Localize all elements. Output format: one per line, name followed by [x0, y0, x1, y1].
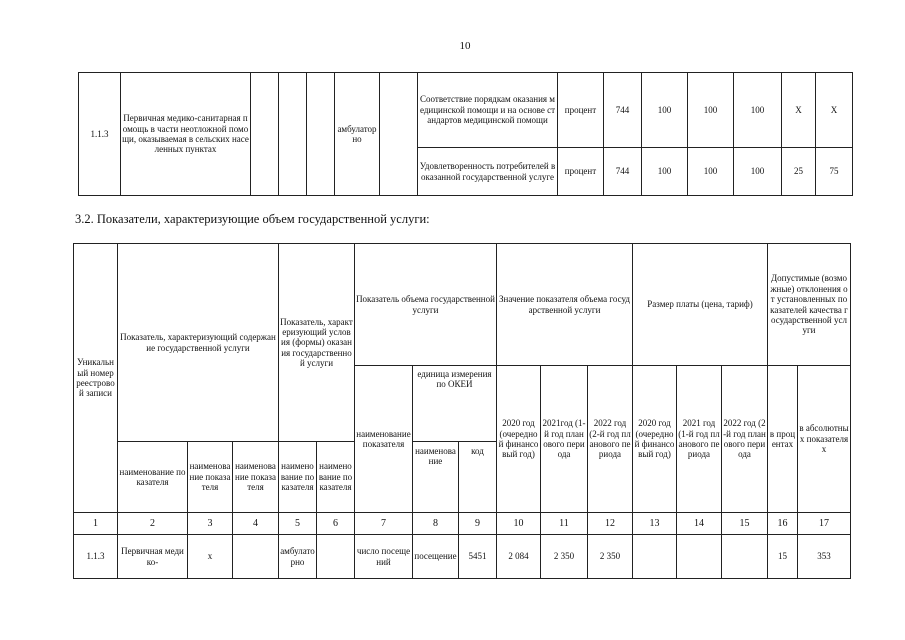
row-content-cell — [233, 535, 279, 579]
service-name-cell: Первичная медико-санитарная помощь в части неотложной помощи, оказываемая в сельских населенных пунктах — [121, 73, 251, 196]
value-2021-cell: 100 — [688, 148, 734, 196]
deviation-absolute-cell: X — [816, 73, 853, 148]
fee-group-header: Размер платы (цена, тариф) — [633, 244, 768, 366]
condition-indicator-name-header: наименование показателя — [317, 442, 355, 513]
okei-code-cell: 744 — [604, 148, 642, 196]
quality-indicators-table — [78, 72, 853, 196]
value-2022-cell: 100 — [734, 73, 782, 148]
row-fee-2020-cell — [633, 535, 677, 579]
column-number-cell: 7 — [355, 513, 413, 535]
column-number-cell: 11 — [541, 513, 588, 535]
volume-indicator-group-header: Показатель объема государственной услуги — [355, 244, 497, 366]
column-number-cell: 16 — [768, 513, 798, 535]
row-fee-2021-cell — [677, 535, 722, 579]
value-2021-cell: 100 — [688, 73, 734, 148]
column-number-cell: 3 — [188, 513, 233, 535]
column-number-cell: 15 — [722, 513, 768, 535]
column-number-cell: 17 — [798, 513, 851, 535]
volume-value-group-header: Значение показателя объема государственной услуги — [497, 244, 633, 366]
okei-code-cell: 744 — [604, 73, 642, 148]
fee-2022-header: 2022 год (2-й год планового периода — [722, 366, 768, 513]
row-content-cell: х — [188, 535, 233, 579]
row-value-2021-cell: 2 350 — [541, 535, 588, 579]
content-indicator-group-header: Показатель, характеризующий содержание государственной услуги — [118, 244, 279, 442]
column-number-cell: 9 — [459, 513, 497, 535]
row-unit-code-cell: 5451 — [459, 535, 497, 579]
row-volume-name-cell: число посещений — [355, 535, 413, 579]
indicator-name-cell: Соответствие порядкам оказания медицинской помощи и на основе стандартов медицинской помощи — [418, 73, 558, 148]
deviation-absolute-cell: 75 — [816, 148, 853, 196]
value-2020-cell: 100 — [642, 73, 688, 148]
section-title: 3.2. Показатели, характеризующие объем государственной услуги: — [75, 212, 430, 226]
column-number-cell: 14 — [677, 513, 722, 535]
content-indicator-name-header: наименование показателя — [233, 442, 279, 513]
unique-number-header: Уникальный номер реестровой записи — [74, 244, 118, 513]
value-2021-header: 2021год (1-й год планового периода — [541, 366, 588, 513]
column-number-cell: 4 — [233, 513, 279, 535]
value-2020-cell: 100 — [642, 148, 688, 196]
empty-cell — [307, 73, 335, 196]
value-2020-header: 2020 год (очередной финансовый год) — [497, 366, 541, 513]
row-fee-2022-cell — [722, 535, 768, 579]
deviation-absolute-header: в абсолютных показателях — [798, 366, 851, 513]
okei-name-header: наименование — [413, 442, 459, 513]
row-condition-cell — [317, 535, 355, 579]
unit-cell: процент — [558, 148, 604, 196]
column-number-cell: 2 — [118, 513, 188, 535]
okei-code-header: код — [459, 442, 497, 513]
condition-indicator-name-header: наименование показателя — [279, 442, 317, 513]
column-number-cell: 8 — [413, 513, 459, 535]
volume-indicator-name-header: наименование показателя — [355, 366, 413, 513]
okei-unit-header: единица измерения по ОКЕИ — [413, 366, 497, 442]
fee-2021-header: 2021 год (1-й год планового периода — [677, 366, 722, 513]
value-2022-header: 2022 год (2-й год планового периода — [588, 366, 633, 513]
page-number: 10 — [459, 40, 471, 52]
row-value-2022-cell: 2 350 — [588, 535, 633, 579]
deviation-group-header: Допустимые (возможные) отклонения от установленных показателей качества государственной услуги — [768, 244, 851, 366]
column-number-cell: 13 — [633, 513, 677, 535]
value-2022-cell: 100 — [734, 148, 782, 196]
unit-cell: процент — [558, 73, 604, 148]
row-condition-cell: амбулаторно — [279, 535, 317, 579]
deviation-percent-cell: 25 — [782, 148, 816, 196]
deviation-percent-header: в процентах — [768, 366, 798, 513]
row-unit-name-cell: посещение — [413, 535, 459, 579]
content-indicator-name-header: наименование показателя — [118, 442, 188, 513]
empty-cell — [279, 73, 307, 196]
column-number-cell: 1 — [74, 513, 118, 535]
row-code-cell: 1.1.3 — [74, 535, 118, 579]
volume-indicators-table — [73, 243, 851, 579]
column-number-cell: 5 — [279, 513, 317, 535]
empty-cell — [380, 73, 418, 196]
column-number-cell: 6 — [317, 513, 355, 535]
fee-2020-header: 2020 год (очередной финансовый год) — [633, 366, 677, 513]
empty-cell — [251, 73, 279, 196]
condition-indicator-group-header: Показатель, характеризующий условия (формы) оказания государственной услуги — [279, 244, 355, 442]
indicator-name-cell: Удовлетворенность потребителей в оказанной государственной услуге — [418, 148, 558, 196]
content-indicator-name-header: наименование показателя — [188, 442, 233, 513]
service-code-cell: 1.1.3 — [79, 73, 121, 196]
row-deviation-absolute-cell: 353 — [798, 535, 851, 579]
column-number-cell: 10 — [497, 513, 541, 535]
condition-cell: амбулаторно — [335, 73, 380, 196]
row-value-2020-cell: 2 084 — [497, 535, 541, 579]
row-deviation-percent-cell: 15 — [768, 535, 798, 579]
deviation-percent-cell: X — [782, 73, 816, 148]
column-number-cell: 12 — [588, 513, 633, 535]
row-content-cell: Первичная медико- — [118, 535, 188, 579]
